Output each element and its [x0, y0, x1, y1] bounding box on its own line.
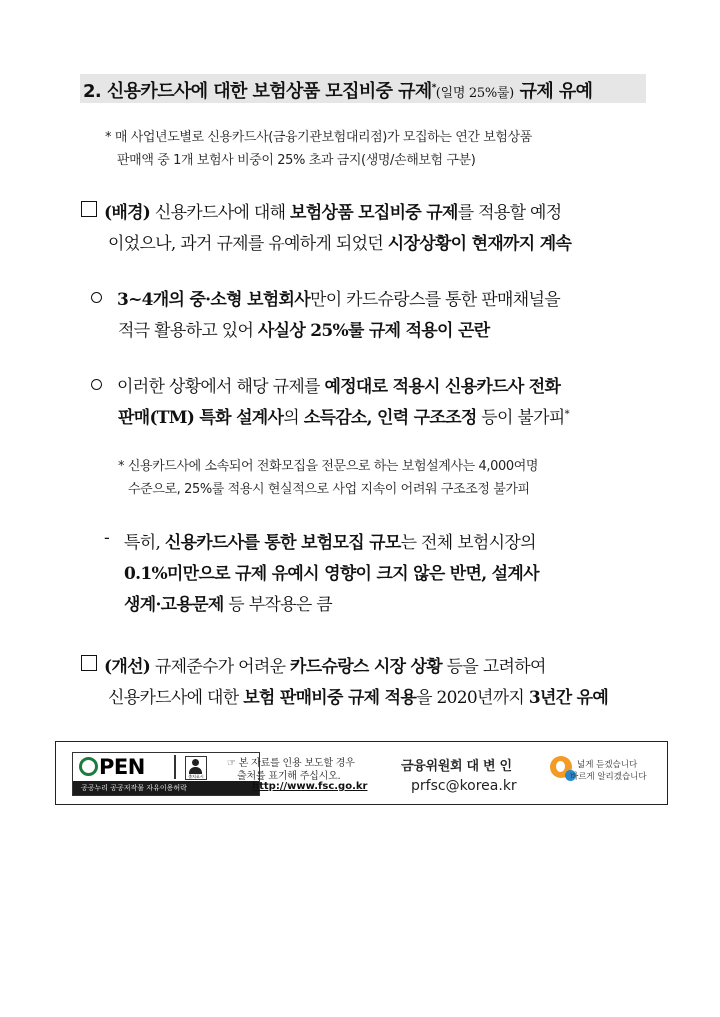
- ear-inner-icon: [556, 761, 565, 772]
- background-text: 를 적용할 예정: [457, 203, 562, 223]
- fsc-website-link[interactable]: http://www.fsc.go.kr: [252, 781, 368, 792]
- open-license-divider: [174, 755, 176, 779]
- attribution-label: 출처표시: [188, 774, 204, 779]
- section-heading-tail: 규제 유예: [513, 81, 593, 102]
- bullet1-text: 적극 활용하고 있어: [118, 321, 258, 341]
- citation-notice-line-1: ☞ 본 자료를 인용 보도할 경우: [227, 758, 355, 769]
- open-logo-text: PEN: [99, 755, 145, 779]
- subpoint-line-1: [124, 528, 536, 553]
- subpoint-dash: -: [104, 528, 110, 548]
- subpoint-emphasis: 생계·고용문제: [124, 595, 224, 615]
- subpoint-text: 등 부작용은 큼: [223, 595, 333, 615]
- background-label: (배경): [104, 203, 151, 223]
- bullet2-emphasis: 판매(TM) 특화 설계사: [118, 408, 284, 428]
- bullet2-footnote-line-1: * 신용카드사에 소속되어 전화모집을 전문으로 하는 보험설계사는 4,000여명: [118, 459, 539, 474]
- improvement-text: 을 2020년까지: [416, 688, 529, 708]
- heading-footnote-line-1: * 매 사업년도별로 신용카드사(금융기관보험대리점)가 모집하는 연간 보험상품: [105, 130, 532, 145]
- bullet1-emphasis: 사실상 25%룰 규제 적용이 곤란: [257, 321, 490, 341]
- bullet2-text: 등이 불가피: [476, 408, 565, 428]
- person-body-icon: [189, 767, 202, 774]
- spokesperson-title: 금융위원회 대 변 인: [401, 759, 512, 774]
- bullet-circle-icon: [91, 292, 102, 303]
- improvement-checkbox-icon: [81, 655, 97, 671]
- footer-box: [55, 741, 668, 805]
- section-heading: [83, 77, 592, 103]
- bullet1-line-1: [117, 285, 560, 310]
- improvement-text: 규제준수가 어려운: [150, 657, 291, 677]
- bullet1-line-2: [118, 316, 489, 341]
- improvement-text: 등을 고려하여: [441, 657, 546, 677]
- background-line-2: [108, 229, 571, 254]
- heading-footnote-line-2: 판매액 중 1개 보험사 비중이 25% 초과 금지(생명/손해보험 구분): [117, 153, 476, 168]
- section-heading-box: [80, 74, 646, 103]
- spokesperson-email[interactable]: prfsc@korea.kr: [411, 778, 517, 794]
- improvement-emphasis: 3년간 유예: [528, 688, 609, 708]
- section-heading-sup: *: [431, 83, 436, 93]
- bullet2-footnote-line-2: 수준으로, 25%룰 적용시 현실적으로 사업 지속이 어려워 구조조정 불가피: [128, 482, 530, 497]
- improvement-line-1: [104, 652, 546, 677]
- section-heading-main: 2. 신용카드사에 대한 보험상품 모집비중 규제: [83, 81, 432, 102]
- bullet2-emphasis: 예정대로 적용시 신용카드사 전화: [324, 377, 561, 397]
- attribution-person-icon: [185, 756, 207, 780]
- subpoint-text: 특히,: [124, 533, 165, 553]
- bullet2-line-2: [118, 403, 569, 428]
- subpoint-line-2: [124, 559, 539, 584]
- bullet2-text: 의: [283, 408, 304, 428]
- person-head-icon: [192, 759, 199, 766]
- bullet1-text: 만이 카드슈랑스를 통한 판매채널을: [309, 290, 560, 310]
- slogan-line-2: 바르게 알리겠습니다: [570, 772, 647, 782]
- citation-notice-line-2: 출처를 표기해 주십시오.: [237, 771, 341, 782]
- background-emphasis: 시장상황이 현재까지 계속: [387, 234, 572, 254]
- improvement-text: 신용카드사에 대한: [108, 688, 244, 708]
- bullet1-emphasis: 3~4개의 중·소형 보험회사: [117, 290, 310, 310]
- bullet2-text: 이러한 상황에서 해당 규제를: [117, 377, 325, 397]
- improvement-emphasis: 보험 판매비중 규제 적용: [243, 688, 417, 708]
- open-o-icon: [79, 757, 98, 776]
- open-logo: [79, 755, 145, 779]
- bullet-circle-icon: [91, 379, 102, 390]
- section-heading-paren: (일명 25%룰): [435, 86, 514, 101]
- bullet2-emphasis: 소득감소, 인력 구조조정: [303, 408, 477, 428]
- subpoint-text: 는 전체 보험시장의: [400, 533, 536, 553]
- bullet2-line-1: [117, 372, 560, 397]
- background-emphasis: 보험상품 모집비중 규제: [290, 203, 458, 223]
- subpoint-emphasis: 신용카드사를 통한 보험모집 규모: [164, 533, 401, 553]
- open-license-caption: 공공누리 공공저작물 자유이용허락: [73, 781, 259, 795]
- subpoint-line-3: [124, 590, 332, 615]
- subpoint-emphasis: 규제 유예시 영향이 크지 않은 반면, 설계사: [235, 564, 539, 584]
- bullet2-sup: *: [564, 409, 569, 420]
- background-line-1: [104, 198, 561, 223]
- background-checkbox-icon: [81, 201, 97, 217]
- slogan-line-1: 넓게 듣겠습니다: [577, 760, 638, 770]
- improvement-label: (개선): [104, 657, 151, 677]
- improvement-emphasis: 카드슈랑스 시장 상황: [290, 657, 442, 677]
- background-text: 이었으나, 과거 규제를 유예하게 되었던: [108, 234, 388, 254]
- subpoint-emphasis: 0.1%미만으로: [124, 564, 236, 584]
- improvement-line-2: [108, 683, 608, 708]
- background-text: 신용카드사에 대해: [150, 203, 291, 223]
